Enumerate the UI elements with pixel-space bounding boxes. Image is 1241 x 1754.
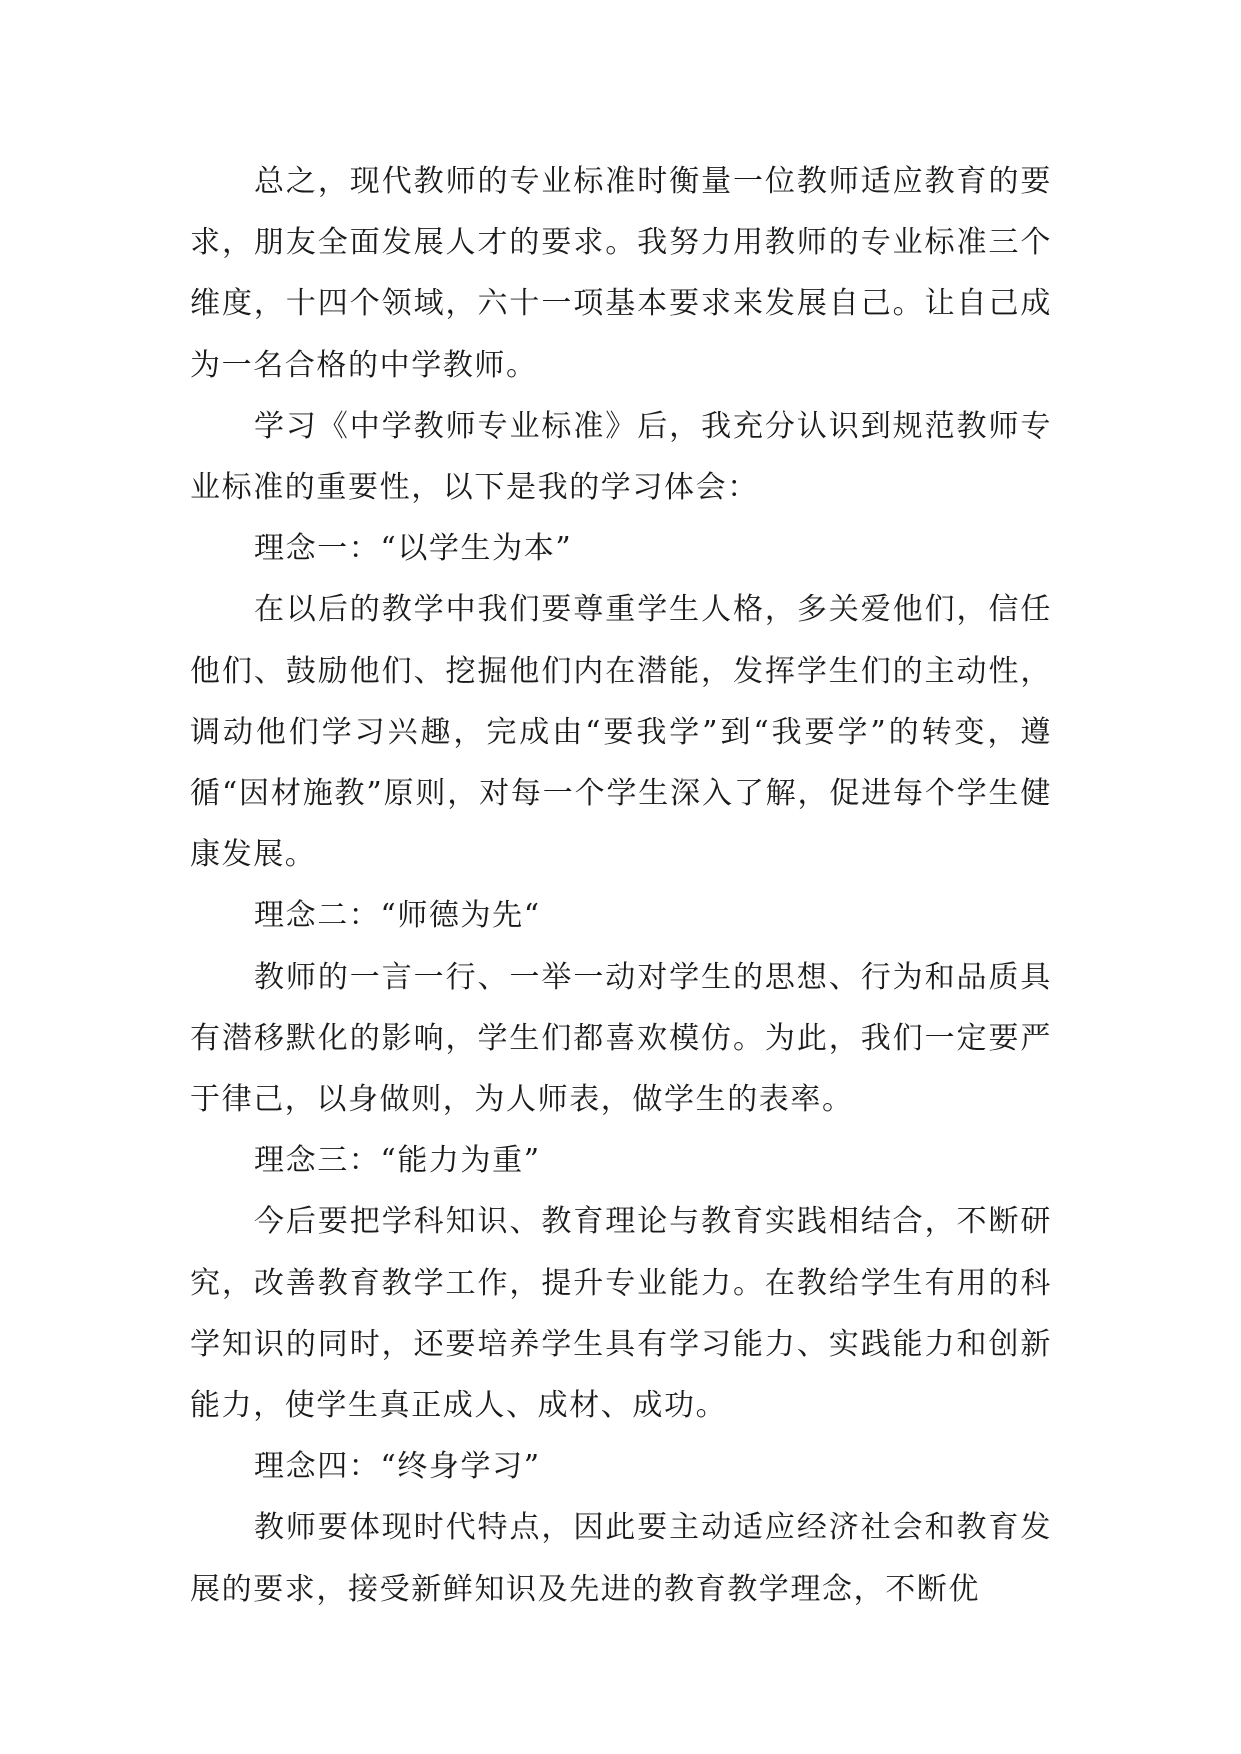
heading-concept-3: 理念三：“能力为重” bbox=[254, 1143, 541, 1179]
heading-concept-1: 理念一：“以学生为本” bbox=[254, 531, 573, 567]
heading-concept-4: 理念四：“终身学习” bbox=[254, 1449, 541, 1485]
paragraph-concept-2: 教师的一言一行、一举一动对学生的思想、行为和品质具有潜移默化的影响，学生们都喜欢模仿。为此，我们一定要严于律己，以身做则，为人师表，做学生的表率。 bbox=[190, 959, 1052, 1118]
heading-concept-2: 理念二：“师德为先“ bbox=[254, 898, 541, 934]
paragraph-concept-1: 在以后的教学中我们要尊重学生人格，多关爱他们，信任他们、鼓励他们、挖掘他们内在潜能，发挥学生们的主动性，调动他们学习兴趣，完成由“要我学”到“我要学”的转变，遵循“因材施教”原则，对每一个学生深入了解，促进每个学生健康发展。 bbox=[190, 592, 1052, 873]
paragraph-summary: 总之，现代教师的专业标准时衡量一位教师适应教育的要求，朋友全面发展人才的要求。我努力用教师的专业标准三个维度，十四个领域，六十一项基本要求来发展自己。让自己成为一名合格的中学教师。 bbox=[190, 164, 1052, 383]
paragraph-concept-3: 今后要把学科知识、教育理论与教育实践相结合，不断研究，改善教育教学工作，提升专业能力。在教给学生有用的科学知识的同时，还要培养学生具有学习能力、实践能力和创新能力，使学生真正成人、成材、成功。 bbox=[190, 1204, 1052, 1424]
document-body bbox=[190, 151, 1052, 1620]
paragraph-intro: 学习《中学教师专业标准》后，我充分认识到规范教师专业标准的重要性，以下是我的学习体会： bbox=[190, 408, 1052, 506]
paragraph-concept-4: 教师要体现时代特点，因此要主动适应经济社会和教育发展的要求，接受新鲜知识及先进的教育教学理念，不断优 bbox=[190, 1510, 1052, 1607]
